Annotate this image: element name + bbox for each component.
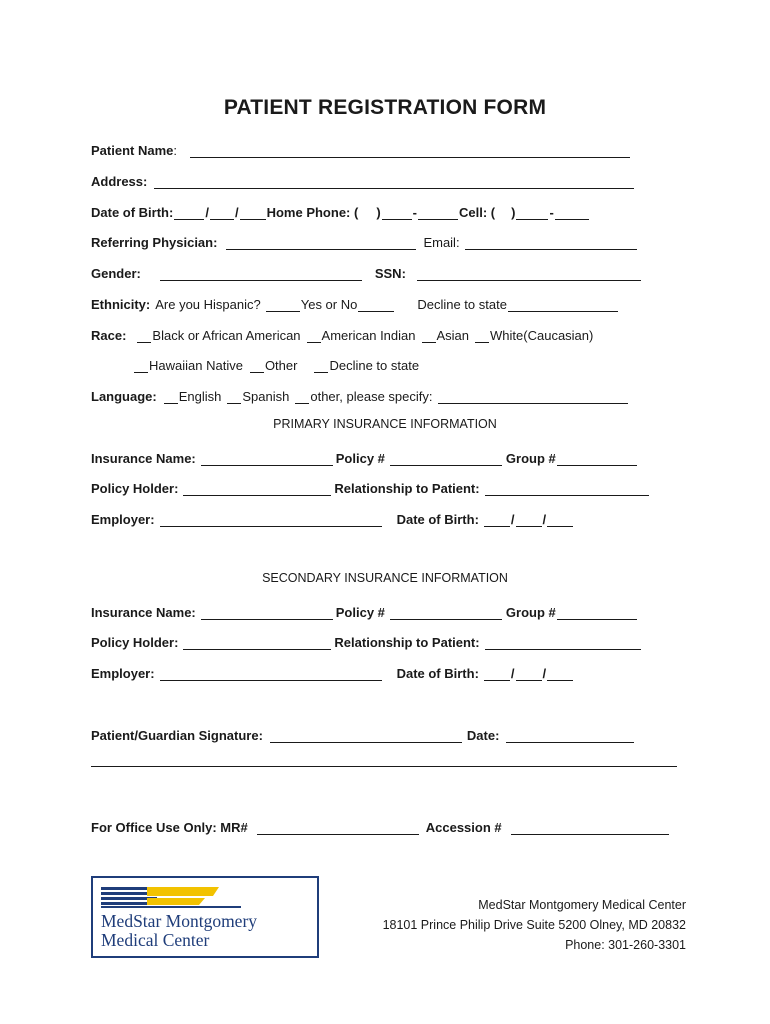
mr-number-field[interactable] — [257, 821, 419, 835]
language-option: Spanish — [242, 389, 290, 404]
primary-relationship-label: Relationship to Patient: — [334, 481, 480, 496]
language-other-field[interactable] — [438, 390, 628, 404]
gender-field[interactable] — [160, 267, 362, 281]
home-phone-prefix-field[interactable] — [382, 206, 412, 220]
race-option: Hawaiian Native — [149, 358, 243, 373]
divider-rule — [91, 766, 677, 767]
paren-close: ) — [376, 205, 381, 220]
primary-relationship-field[interactable] — [485, 482, 649, 496]
dob-day-field[interactable] — [210, 206, 234, 220]
paren-close: ) — [511, 205, 516, 220]
logo-line-2: Medical Center — [101, 930, 210, 950]
dob-slash: / — [205, 205, 209, 220]
secondary-insurance-heading: SECONDARY INSURANCE INFORMATION — [262, 571, 508, 585]
ethnicity-decline-field[interactable] — [508, 298, 618, 312]
primary-holder-row — [91, 478, 650, 496]
signature-label: Patient/Guardian Signature: — [91, 728, 263, 743]
primary-insurance-row — [91, 448, 638, 466]
secondary-group-field[interactable] — [557, 606, 637, 620]
footer-address: 18101 Prince Philip Drive Suite 5200 Olney, MD 20832 — [382, 918, 686, 932]
secondary-relationship-label: Relationship to Patient: — [334, 635, 480, 650]
signature-date-field[interactable] — [506, 729, 634, 743]
footer-phone: Phone: 301-260-3301 — [565, 938, 686, 952]
secondary-policy-label: Policy # — [335, 605, 385, 620]
cell-label: Cell: ( — [459, 205, 496, 220]
secondary-holder-row — [91, 632, 642, 650]
race-row — [91, 325, 593, 343]
dob-slash: / — [542, 512, 547, 527]
dob-month-field[interactable] — [174, 206, 204, 220]
hispanic-yes-field[interactable] — [266, 298, 300, 312]
primary-insurance-name-label: Insurance Name: — [91, 451, 196, 466]
dob-slash: / — [510, 666, 515, 681]
race-check[interactable] — [134, 359, 148, 373]
secondary-employer-label: Employer: — [91, 666, 155, 681]
secondary-policy-holder-label: Policy Holder: — [91, 635, 179, 650]
language-check[interactable] — [295, 390, 309, 404]
race-option: Asian — [436, 328, 470, 343]
office-use-label: For Office Use Only: MR# — [91, 820, 248, 835]
primary-dob-day-field[interactable] — [516, 513, 542, 527]
primary-policy-label: Policy # — [335, 451, 385, 466]
address-row — [91, 171, 635, 189]
primary-policy-field[interactable] — [390, 452, 502, 466]
race-check[interactable] — [250, 359, 264, 373]
gender-ssn-row — [91, 263, 642, 281]
signature-date-label: Date: — [466, 728, 500, 743]
language-check[interactable] — [164, 390, 178, 404]
dash: - — [412, 205, 418, 220]
race-option: Decline to state — [329, 358, 420, 373]
footer-org-name: MedStar Montgomery Medical Center — [478, 898, 686, 912]
language-check[interactable] — [227, 390, 241, 404]
secondary-dob-month-field[interactable] — [484, 667, 510, 681]
address-label: Address: — [91, 174, 148, 189]
office-use-row — [91, 817, 670, 835]
primary-employer-field[interactable] — [160, 513, 382, 527]
accession-label: Accession # — [425, 820, 502, 835]
dob-label: Date of Birth: — [91, 205, 174, 220]
primary-employer-row — [91, 509, 574, 527]
signature-field[interactable] — [270, 729, 462, 743]
accession-field[interactable] — [511, 821, 669, 835]
footer-address-block — [383, 895, 686, 955]
ethnicity-label: Ethnicity: — [91, 297, 151, 312]
secondary-policy-holder-field[interactable] — [183, 636, 331, 650]
secondary-dob-day-field[interactable] — [516, 667, 542, 681]
primary-policy-holder-label: Policy Holder: — [91, 481, 179, 496]
primary-insurance-heading: PRIMARY INSURANCE INFORMATION — [273, 417, 497, 431]
secondary-insurance-name-label: Insurance Name: — [91, 605, 196, 620]
secondary-employer-row — [91, 663, 574, 681]
cell-line-field[interactable] — [555, 206, 589, 220]
cell-prefix-field[interactable] — [516, 206, 548, 220]
primary-dob-year-field[interactable] — [547, 513, 573, 527]
race-option: Black or African American — [152, 328, 301, 343]
secondary-relationship-field[interactable] — [485, 636, 641, 650]
patient-name-row — [91, 140, 631, 158]
email-label: Email: — [423, 235, 460, 250]
secondary-insurance-row — [91, 602, 638, 620]
race-check[interactable] — [137, 329, 151, 343]
primary-policy-holder-field[interactable] — [183, 482, 331, 496]
home-phone-line-field[interactable] — [418, 206, 458, 220]
patient-name-field[interactable] — [190, 144, 630, 158]
race-label: Race: — [91, 328, 127, 343]
primary-group-field[interactable] — [557, 452, 637, 466]
race-check[interactable] — [307, 329, 321, 343]
race-option: American Indian — [321, 328, 416, 343]
race-row-2 — [133, 355, 419, 373]
race-check[interactable] — [422, 329, 436, 343]
logo-stripes-icon — [101, 886, 241, 908]
email-field[interactable] — [465, 236, 637, 250]
race-check[interactable] — [475, 329, 489, 343]
primary-group-label: Group # — [505, 451, 556, 466]
dash: - — [549, 205, 554, 220]
ethnicity-row — [91, 294, 619, 312]
primary-dob-month-field[interactable] — [484, 513, 510, 527]
secondary-group-label: Group # — [505, 605, 556, 620]
secondary-employer-field[interactable] — [160, 667, 382, 681]
ssn-field[interactable] — [417, 267, 641, 281]
referring-physician-field[interactable] — [226, 236, 416, 250]
patient-name-colon: : — [173, 143, 177, 158]
secondary-dob-label: Date of Birth: — [396, 666, 479, 681]
dob-slash: / — [542, 666, 547, 681]
primary-insurance-name-field[interactable] — [201, 452, 333, 466]
medstar-logo — [91, 876, 319, 958]
dob-slash: / — [234, 205, 239, 220]
referring-physician-label: Referring Physician: — [91, 235, 218, 250]
gender-label: Gender: — [91, 266, 141, 281]
ssn-label: SSN: — [374, 266, 406, 281]
language-option: other, please specify: — [310, 389, 433, 404]
race-option: White(Caucasian) — [490, 328, 594, 343]
address-field[interactable] — [154, 175, 634, 189]
secondary-insurance-name-field[interactable] — [201, 606, 333, 620]
hispanic-yes-no: Yes or No — [300, 297, 358, 312]
dob-slash: / — [510, 512, 515, 527]
primary-employer-label: Employer: — [91, 512, 155, 527]
language-option: English — [178, 389, 222, 404]
secondary-dob-year-field[interactable] — [547, 667, 573, 681]
logo-line-1: MedStar Montgomery — [101, 911, 258, 931]
form-title: PATIENT REGISTRATION FORM — [223, 96, 547, 119]
language-label: Language: — [91, 389, 157, 404]
hispanic-no-field[interactable] — [358, 298, 394, 312]
secondary-policy-field[interactable] — [390, 606, 502, 620]
language-row — [91, 386, 629, 404]
referring-row — [91, 232, 638, 250]
signature-row — [91, 725, 635, 743]
primary-dob-label: Date of Birth: — [396, 512, 479, 527]
race-option: Other — [264, 358, 298, 373]
ethnicity-decline: Decline to state — [417, 297, 507, 312]
hispanic-question: Are you Hispanic? — [155, 297, 261, 312]
dob-year-field[interactable] — [240, 206, 266, 220]
race-check[interactable] — [314, 359, 328, 373]
dob-phone-row — [91, 202, 590, 220]
home-phone-label: Home Phone: ( — [266, 205, 359, 220]
patient-name-label: Patient Name — [91, 143, 174, 158]
